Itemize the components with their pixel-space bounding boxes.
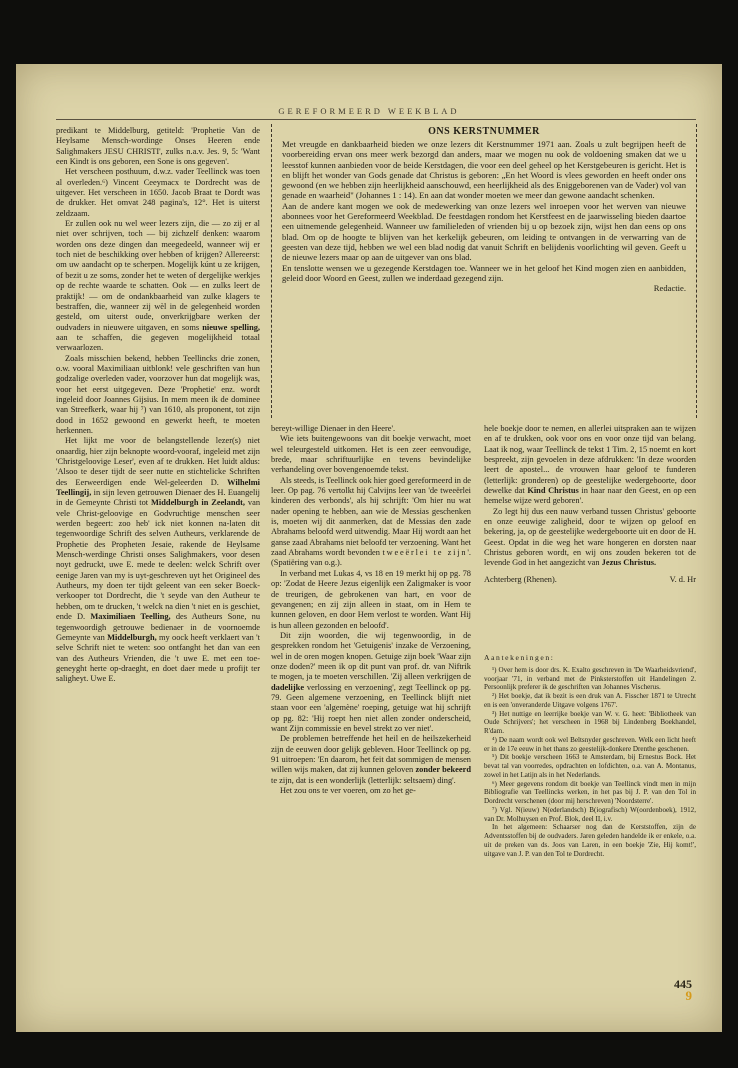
text-run: Dit zijn woorden, die wij tegenwoordig, in de gesprekken rondom het 'Getuigenis' inzake de Verzoening, wel in de oren mogen knopen. Getuige zijn boek 'Waar zijn onze doden?' meen ik op dit punt van prof. dr. van Niftrik te mogen, ja te moeten verschillen. 'Zij alleen verkrijgen de (271, 630, 471, 682)
text-run: Als steeds, is Teellinck ook hier goed gereformeerd in de leer. Op pag. 76 vertolkt hij Calvijns leer van 'de tweeërlei kinderen des verbonds', als hij schrijft: 'Om hier nu wat nader opening te hebben, aan wie de Messias geschenken is, moeten wij dit aanmerken, dat de Messias den zade Abrahams beloofd werd uitwendig. Maar Hij wordt aan het ganse zaad Abrahams niet beloofd ter verzoening. Want het zaad Abrahams wordt bevonden (271, 475, 471, 558)
notice-paragraph: En tenslotte wensen we u gezegende Kerstdagen toe. Wanneer we in het geloof het Kind mogen zien en aanbidden, geleid door Woord en Geest, zullen we inderdaad gezegend zijn. (282, 262, 686, 283)
text-run: Zo legt hij dus een nauw verband tussen Christus' geboorte en onze eeuwige zaligheid, door te wijzen op geloof en bekering, ja, op de geestelijke wedergeboorte uit en door de H. Geest. Opdat in die weg het ware hongeren en dorsten naar Christus geboren wordt, en wij ons zouden bekeren tot de levende God in het aangezicht van (484, 506, 696, 568)
text-run: my oock heeft verklaert van 't selve Schrift niet te weten: soo ontfanght het dan van een van des Autheurs Vrienden, die 't uwe E. met een toe-geneyght herte op-draeght, en doet daer mede u profijt ter saligheyt. Uwe E. (56, 632, 260, 684)
notice-signature: Redactie. (653, 283, 686, 294)
paragraph (56, 436, 260, 684)
column-middle (271, 424, 471, 1016)
text-run: aan te schaffen, die gegeven mogelijkheid totaal verwaarlozen. (56, 332, 260, 353)
footnote: ⁶) Meer gegevens rondom dit boekje van Teellinck vindt men in mijn Bibliografie van Teellincks werken, in het pas bij J. P. van den Tol in Dordrecht verschenen (door mij herschreven) 'Noordsterre'. (484, 779, 696, 805)
notice-paragraph: Aan de andere kant mogen we ook de medewerking van onze lezers wel inroepen voor het werven van nieuwe abonnees voor het Gereformeerd Weekblad. De feestdagen rondom het Kerstfeest en de jaarwisseling bieden daartoe een uitnemende gelegenheid. Wanneer uw familieleden of vrienden bij u op bezoek zijn, wijst hen dan eens op ons blad. Om op de hoogte te blijven van het kerkelijk gebeuren, om leiding te ontvangen in de verwarring van de geesten van deze tijd, hebben we wel een blad nodig dat vanuit Schrift en belijdenis voorlichting wil geven. Geeft u de nieuwe lezers maar op aan de uitgever van ons blad. (282, 200, 686, 263)
paragraph (484, 507, 696, 569)
text-run: van vele Christ-geloovige en Godvruchtige menschen seer werden begeert: zoo heb' ick niet konnen na-laten dit tegenwoordige Schrift des selven Autheurs, verklarende de Prophetie des Propheten Jesaie, rakende de Heylsame Mensch-werdinge Christi onses Salighmakers, voor desen noyt gedruckt, uwe E. mede te deelen: welck Schrift over eenige Jaren van my is uyt-geschreven uyt het Origineel des Autheurs, my doen ter tijdt geleent van een seker Boeck-verkooper tot Dordrecht, die 't seyde van den Autheur te hebben, om te drucken, 't welck na dien 't niet en is geschiet, ende D. (56, 498, 260, 622)
christmas-issue-notice (271, 124, 697, 418)
bold-term: dadelijke (271, 682, 305, 692)
notice-body (282, 139, 686, 293)
footnote: ⁴) De naam wordt ook wel Beltsnyder geschreven. Welk een licht heeft er in de 17e eeuw in het thans zo geestelijk-donkere Drenthe geschenen. (484, 735, 696, 753)
text-run: verlossing en verzoening', zegt Teellinck op pg. 79. Geen algemene verzoening, en Teellinck blijft niet staan voor een 'algemène' roeping, getuige wat hij schrijft op pg. 82: 'Hij roept hen niet allen zonder onderscheid, want Zijn commissie en bevel strekt zo ver niet'. (271, 682, 471, 733)
text-run: des Autheurs Sone, nu tegenwoordigh getrouwe bedienaer in de voornoemde Gemeynte van (56, 612, 260, 642)
footnote: ³) Het nuttige en leerrijke boekje van W. v. G. heet: 'Bibliotheek van Oude Schrijvers'; het verscheen in 1968 bij Lindenberg Boekhandel, R'dam. (484, 709, 696, 735)
column-right (484, 424, 696, 649)
text-run: '. (Spatiëring van o.g.). (271, 548, 471, 568)
paragraph: predikant te Middelburg, getiteld: 'Prophetie Van de Heylsame Mensch-wordinge Onses Heeren ende Salighmakers JESU CHRISTI', zulks n.a.v. Jes. 9, 5: 'Want een Kindt is ons geboren, een Sone is ons gegeven'. (56, 126, 260, 167)
text-run: Er zullen ook nu wel weer lezers zijn, die — zo zij er al niet over schrijven, toch — bij zichzelf denken: waarom worden ons deze dingen dan meegedeeld, wanneer wij er toch niet de beschikking over hebben of krijgen? Allereerst: om uw aandacht op te scherpen. Mogelijk kúnt u ze krijgen, of bezit u ze soms, zonder het te weten of dergelijke werkjes op de rechte waarde te schatten. Ook — en zulks leert de praktijk! — om de ondankbaarheid van zulke klagers te bestraffen, die, wanneer zij wèl in de gelegenheid worden gesteld, om uiterst oude, onverkrijgbare werken der oudvaders in nieuwere uitgaven, en soms (56, 219, 260, 332)
notice-paragraph: Met vreugde en dankbaarheid bieden we onze lezers dit Kerstnummer 1971 aan. Zoals u zult begrijpen heeft de voorbereiding ervan ons meer werk bezorgd dan anders, maar we mogen nu ook de voldoening smaken dat we u leesstof kunnen aanbieden voor de beide Kerstdagen, die voor een deel geheel op het Kerstgebeuren is gericht. Het is en blijft het wonder van Gods genade dat Christus is geboren: „En het Woord is vlees geworden en heeft onder ons gewoond (en we hebben zijn heerlijkheid aanschouwd, een heerlijkheid als des Eniggeborenen van de Vader) vol van genade en waarheid" (Johannes 1 : 14). En aan dat wonder moeten we meer dan gewone aandacht schenken. (282, 139, 686, 201)
paragraph (484, 424, 696, 507)
bold-term: Middelburgh, (107, 632, 157, 642)
paragraph (271, 476, 471, 569)
footnote: ⁵) Dit boekje verscheen 1663 te Amsterdam, bij Ernestus Bock. Het bevat tal van voorredes, opdrachten en lofdichten, o.a. van A. Montanus, zowel in het Latijn als in het Nederlands. (484, 753, 696, 779)
running-head: GEREFORMEERD WEEKBLAD (278, 106, 460, 116)
text-run: in sijn leven getrouwen Dienaer des H. Euangelij in de Gemeynte Christi tot (56, 488, 260, 508)
paragraph: bereyt-willige Dienaer in den Heere'. (271, 424, 396, 433)
paragraph: Wie iets buitengewoons van dit boekje verwacht, moet wel teleurgesteld uitkomen. Het is een zeer eenvoudige, brede, maar schriftuurlijke en tevens bevindelijke verhandeling over bovengenoemde tekst. (271, 434, 471, 475)
bold-term: Jezus Christus. (601, 558, 657, 568)
magazine-page (16, 64, 722, 1032)
column-left (56, 126, 260, 1016)
paragraph: In verband met Lukas 4, vs 18 en 19 merkt hij op pg. 78 op: 'Zodat de Heere Jezus eigenlijk een Zaligmaker is voor de treurigen, de gebrokenen van hart, en voor de gevangenen; en zij zijn alleen in staat, om in Hem te kunnen geloven, en door Hem verlost te worden. Want Hij is hun alleen gezonden en beloofd'. (271, 568, 471, 630)
spaced-term: tweeërlei te zijn (382, 548, 468, 558)
text-run: hele boekje door te nemen, en allerlei uitspraken aan te wijzen en af te drukken, ook voor ons en voor onze tijd van belang. Laat ik nog, waar Teellinck de tekst 1 Tim. 2, 15 noemt en kort bespreekt, zijn gevoelen in deze afdrukken: 'In deze woorden leert de apostel... de vrouwen haar geloof te funderen (letterlijk: gronderen) op de geestelijke wedergeboorte, door dewelke dat (484, 424, 696, 496)
issue-mark: 9 (685, 988, 692, 1003)
paragraph: Zoals misschien bekend, hebben Teellincks drie zonen, o.w. vooral Maximiliaan uitblonk! vele geschriften van hun godzalige overleden vader, voorzover hun dat mogelijk was, voor het eerst uitgegeven. Deze 'Prophetie' enz. wordt ingeleid door Joannes Gijsius. In mem meen ik de dominee van Streefkerk, waar hij ⁷) van 1610, als proponent, tot zijn dood in 1652 gewoond en gewerkt heeft, te moeten herkennen. (56, 353, 260, 435)
signature-name: V. d. Hr (669, 574, 696, 584)
header-rule (56, 119, 696, 120)
footnote: In het algemeen: Schaarser nog dan de Kerststoffen, zijn de Adventsstoffen bij de oudvaders. Jaren geleden handelde ik er enkele, o.a. uit de preken van ds. Joos van Laren, in een boekje 'Zie, Hij komt!', uitgave van J. P. van den Tol te Dordrecht. (484, 823, 696, 858)
bold-term: zonder bekeerd (415, 765, 471, 775)
page-number-block (674, 978, 692, 1002)
text-run: De problemen betreffende het heil en de heilszekerheid zijn de eeuwen door gelijk gebleven. Hoor Teellinck op pg. 91 uitroepen: 'En daarom, het feit dat sommigen de mensen willen wijs maken, dat zij kunnen geloven (271, 734, 471, 775)
text-run: Het lijkt me voor de belangstellende lezer(s) niet onaardig, hier zijn beknopte woord-vooraf, ingeleid met zijn 'Christgeloovige Leser', even af te drukken. Het luidt aldus: 'Alsoo te deser tijdt de seer nutte en stichtelicke Schriften des Eerweerdigen ende Wel-geleerden D. (56, 436, 260, 487)
text-run: te zijn, dat is een wonderlijk (letterlijk: seltsaem) ding'. (271, 775, 456, 785)
footnotes-heading: Aantekeningen: (484, 654, 555, 662)
footnotes (484, 654, 696, 984)
bold-term: Maximiliaen Teelling, (90, 612, 171, 622)
paragraph (271, 734, 471, 786)
bold-term: Wilhelmi Teellingij, (56, 477, 260, 498)
paragraph: Het verscheen posthuum, d.w.z. vader Teellinck was toen al overleden.⁶) Vincent Ceeymacx te Dordrecht was de uitgever. Het verscheen in 1650. Jacob Braat te Dordt was de drukker. Het omvat 248 pagina's, 12°. Het is uiterst zeldzaam. (56, 167, 260, 218)
bold-term: Kind Christus (527, 486, 579, 496)
bold-term: Middelburgh in Zeelandt, (151, 498, 246, 508)
notice-title: ONS KERSTNUMMER (428, 126, 540, 137)
footnote: ⁷) Vgl. N(ieuw) N(ederlandsch) B(iografisch) W(oordenboek), 1912, van Dr. Molhuysen en Prof. Blok, deel II, i.v. (484, 805, 696, 823)
paragraph (56, 219, 260, 353)
text-run: in haar naar den Geest, en op een hemelse wijze werd geboren'. (484, 486, 696, 506)
bold-term: nieuwe spelling, (202, 322, 260, 332)
footnote: ²) Het boekje, dat ik bezit is een druk van A. Fisscher 1871 te Utrecht en is een 'onveranderde Uitgave volgens 1767'. (484, 692, 696, 709)
paragraph (271, 631, 471, 734)
page-number: 445 (674, 977, 692, 991)
author-signature (484, 575, 696, 585)
signature-place: Achterberg (Rhenen). (484, 574, 557, 584)
footnote: ¹) Over hem is door drs. K. Exalto geschreven in 'De Waarheidsvriend', voorjaar '71, in verband met de Pinksterstoffen uit Handelingen 2. Persoonlijk preferer ik de geschriften van Johannes Vischerus. (484, 665, 696, 692)
paragraph: Het zou ons te ver voeren, om zo het ge- (280, 786, 416, 796)
